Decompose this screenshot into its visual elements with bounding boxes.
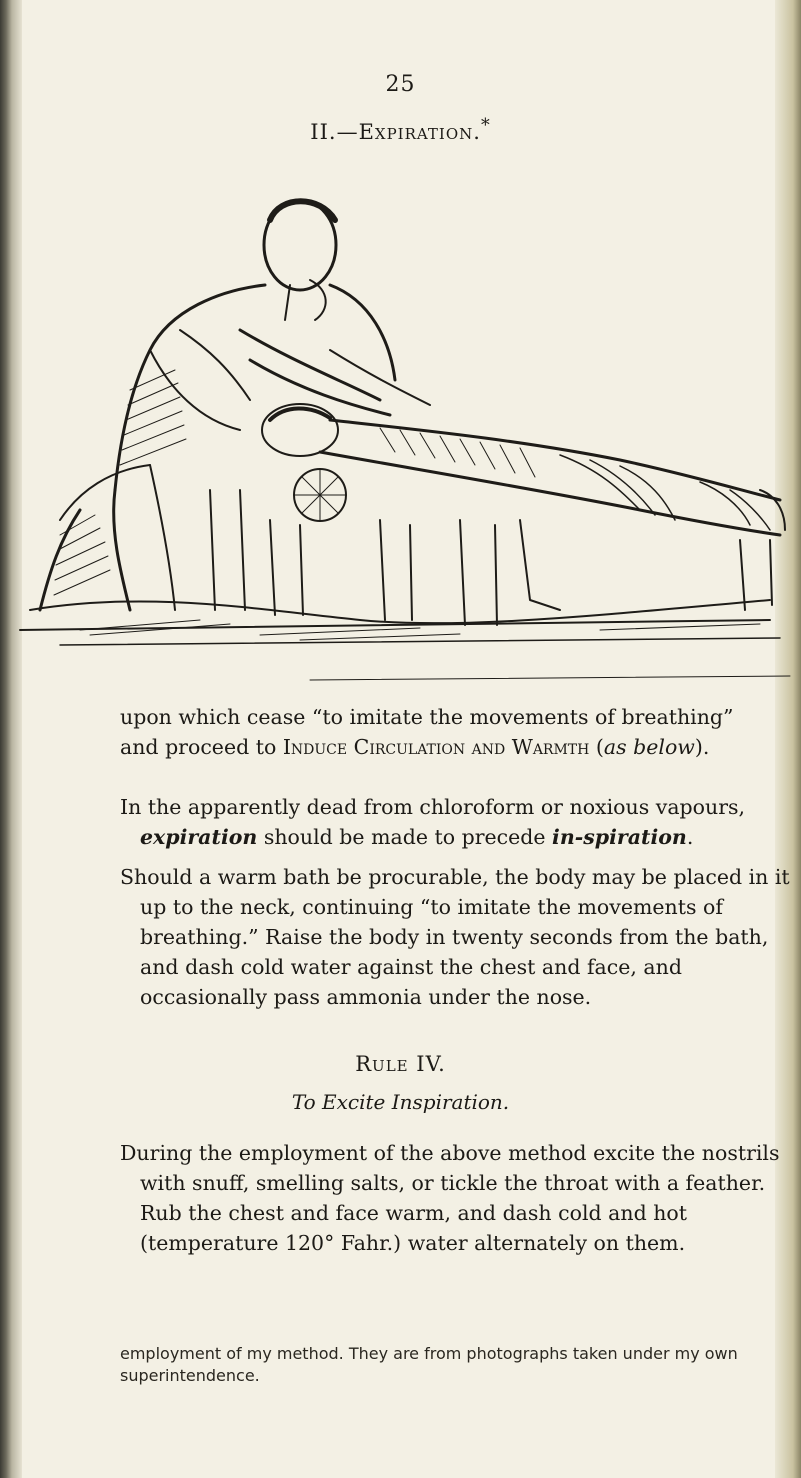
paragraph-excite-inspiration: [120, 1138, 790, 1258]
para2-bold-italic-inspiration: in-spiration: [552, 825, 687, 849]
rule-title: Rule IV.: [355, 1052, 446, 1076]
paragraph-induce-circulation: [120, 702, 770, 762]
para2-text-middle: should be made to precede: [257, 825, 553, 849]
footnote-mark: *: [480, 116, 491, 136]
para1-paren-open: (: [589, 735, 604, 759]
para1-paren-close: ).: [694, 735, 710, 759]
section-heading: [0, 116, 801, 144]
engraving-expiration-resuscitation-icon: [0, 190, 801, 690]
paragraph-warm-bath: [120, 862, 790, 1012]
para1-text: upon which cease “to imitate the movements of breathing” and proceed to: [120, 705, 734, 759]
rule-heading: [0, 1052, 801, 1076]
paragraph-chloroform: [120, 792, 790, 852]
para1-italic: as below: [603, 735, 695, 759]
para3-text: Should a warm bath be procurable, the body may be placed in it up to the neck, continuing “to imitate the movements of breathing.” Raise the body in twenty seconds from the bath, and dash cold water against the chest and face, and occasionally pass ammonia under the nose.: [120, 865, 790, 1009]
para2-bold-italic-expiration: expiration: [140, 825, 258, 849]
section-numeral: II.—: [310, 120, 359, 144]
page-number: 25: [385, 72, 416, 97]
para2-period: .: [686, 825, 694, 849]
rule-subtitle: To Excite Inspiration.: [291, 1090, 510, 1114]
section-title: Expiration.: [358, 120, 481, 144]
para2-text: In the apparently dead from chloroform or noxious vapours,: [120, 795, 746, 819]
para1-smallcaps: Induce Circulation and Warmth: [282, 735, 590, 759]
para4-text: During the employment of the above method excite the nostrils with snuff, smelling salts, or tickle the throat with a feather. Rub the chest and face warm, and dash cold and hot (temperature 120° Fahr.) water alternately on them.: [120, 1141, 780, 1255]
footnote: employment of my method. They are from photographs taken under my own superintendence.: [120, 1344, 738, 1385]
